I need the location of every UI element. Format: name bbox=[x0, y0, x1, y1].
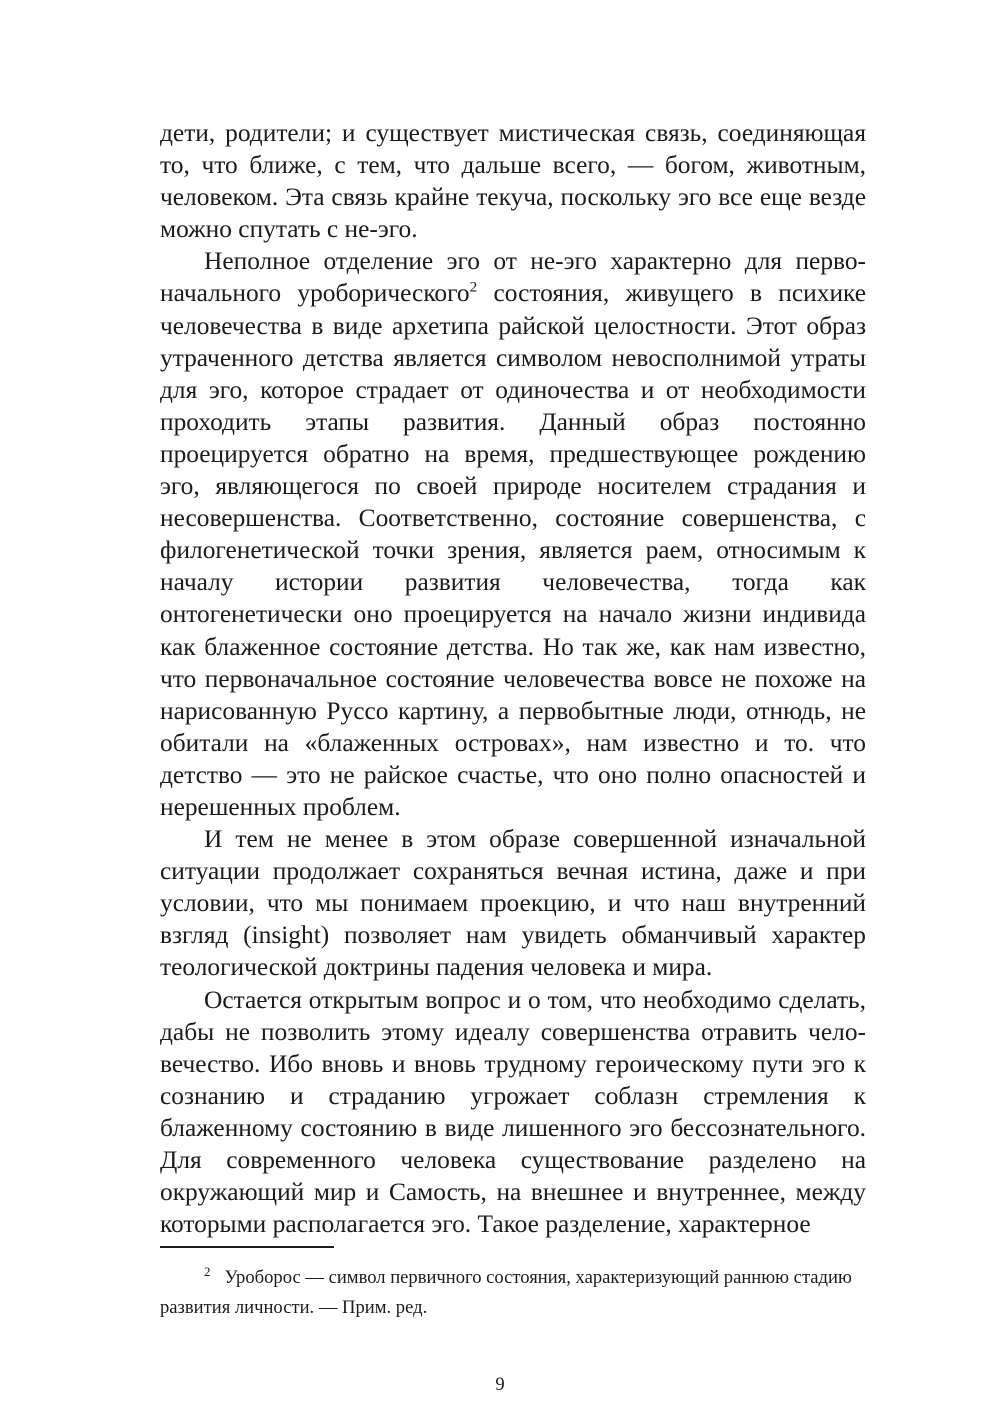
paragraph-2-part-1: Неполное отделение эго от не-эго характерно для первоначального уроборического bbox=[160, 247, 866, 308]
paragraph-2-part-2: состояния, живущего в психике человечества в виде архетипа райской целостности. Этот образ утраченного детства является символом невосполнимой утраты для эго, которое страдает от одиночества и от необходимости проходить этапы развития. Данный образ постоянно проецируется обратно на время, предшествующее рождению эго, являющегося по своей природе носителем страдания и несовершенства. Соответственно, состояние совершенства, с филогенетической точки зрения, является раем, относимым к началу истории развития человечества, тогда как онтогенетически оно проецируется на начало жизни индивида как блаженное состояние детства. Но так же, как нам известно, что первоначальное состояние человечества вовсе не похоже на нарисованную Руссо картину, а первобытные люди, отнюдь, не обитали на «блаженных островах», нам известно и то. что детство — это не райское счастье, что оно полно опасностей и нерешенных проблем. bbox=[160, 279, 867, 821]
paragraph-4: Остается открытым вопрос и о том, что необходимо сделать, дабы не позволить этому идеалу совершенства отравить человечество. Ибо вновь и вновь трудному героическому пути эго к сознанию и страданию угрожает соблазн стремления к блаженному состоянию в виде лишенного эго бессознательного. Для современного человека существование разделено на окружающий мир и Самость, на внешнее и внутреннее, между которыми располагается эго. Такое разделение, характерное bbox=[160, 985, 866, 1239]
page-number: 9 bbox=[495, 1374, 505, 1395]
footnote-number: 2 bbox=[204, 1263, 211, 1279]
footnote-reference[interactable]: 2 bbox=[469, 279, 478, 296]
footnote bbox=[160, 1263, 866, 1323]
main-text bbox=[160, 117, 866, 1240]
paragraph-2 bbox=[160, 245, 866, 823]
footnote-text: Уроборос — символ первичного состояния, характеризующий раннюю стадию развития личности. — Прим. ред. bbox=[160, 1267, 852, 1318]
footnote-paragraph bbox=[160, 1263, 866, 1323]
paragraph-1: дети, родители; и существует мистическая связь, соединяющая то, что ближе, с тем, что дальше всего, — богом, животным, человеком. Эта связь крайне текуча, поскольку эго все еще везде можно спутать с не-эго. bbox=[160, 119, 866, 244]
paragraph-3: И тем не менее в этом образе совершенной изначальной ситуации продолжает сохраняться вечная истина, даже и при условии, что мы понимаем проекцию, и что наш внутренний взгляд (insight) позволяет нам увидеть обманчивый характер теологической доктрины падения человека и мира. bbox=[160, 825, 866, 982]
footnote-divider bbox=[160, 1246, 334, 1248]
